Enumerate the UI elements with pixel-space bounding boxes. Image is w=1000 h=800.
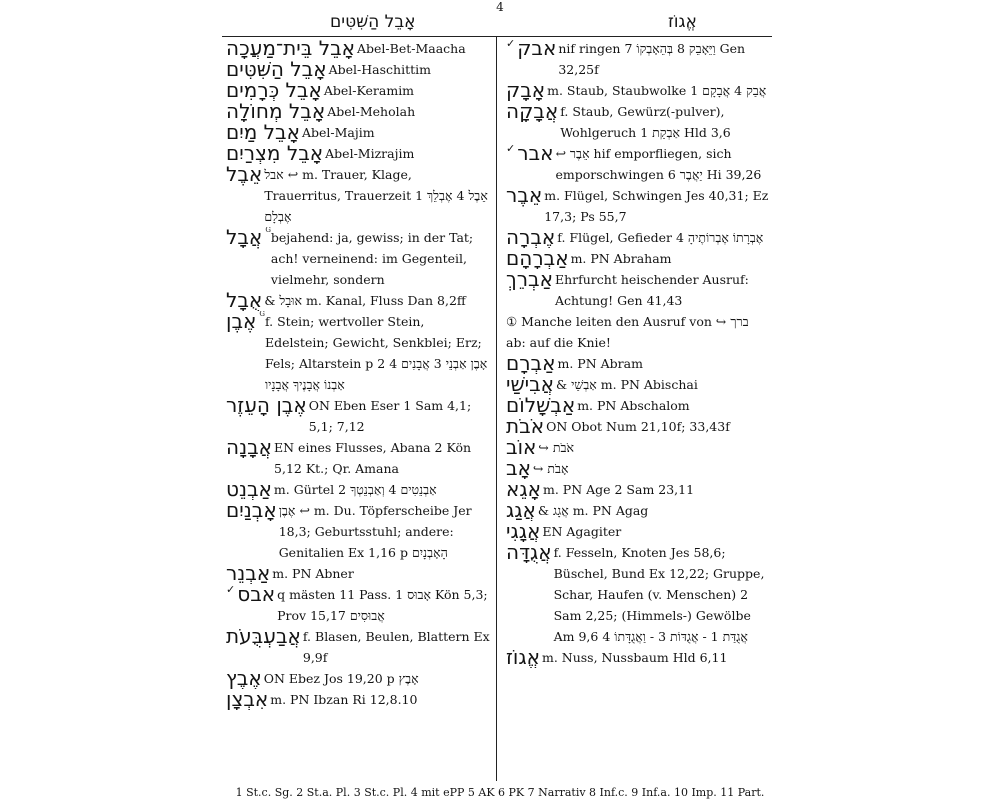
header-rule bbox=[222, 36, 772, 37]
entry-definition: m. Gürtel 2 אַבְנֵטִים 4 וְאַבְנֵטְךָ bbox=[273, 482, 437, 497]
headword-superscript: G bbox=[265, 227, 271, 234]
headword-group bbox=[226, 143, 325, 163]
headword: אֻבָל bbox=[226, 290, 263, 311]
entry-definition: Abel-Majim bbox=[301, 125, 375, 140]
dictionary-entry bbox=[506, 500, 772, 521]
dictionary-entry bbox=[226, 80, 490, 101]
headword-group bbox=[226, 437, 274, 457]
headword-group bbox=[226, 626, 303, 646]
entry-definition: f. Blasen, Beulen, Blattern Ex 9,9f bbox=[302, 629, 490, 665]
dictionary-entry bbox=[506, 437, 772, 458]
entry-definition: Abel-Bet-Maacha bbox=[357, 41, 466, 56]
dictionary-entry bbox=[506, 269, 772, 311]
dictionary-entry bbox=[226, 500, 490, 563]
headword-group bbox=[506, 143, 555, 163]
entry-definition: m. PN Abraham bbox=[570, 251, 672, 266]
dictionary-entry bbox=[506, 416, 772, 437]
dictionary-entry bbox=[226, 311, 490, 395]
headword-group bbox=[226, 500, 279, 520]
headword-group bbox=[506, 521, 542, 541]
dictionary-entry bbox=[226, 164, 490, 227]
entry-definition: m. PN Abschalom bbox=[577, 398, 690, 413]
dictionary-entry bbox=[506, 38, 772, 80]
entry-definition: EN eines Flusses, Abana 2 Kön 5,12 Kt.; Qr. Amana bbox=[274, 440, 472, 476]
headword-group bbox=[506, 458, 533, 478]
dictionary-entry bbox=[506, 80, 772, 101]
headword-superscript: G bbox=[259, 311, 265, 318]
dictionary-entry bbox=[506, 248, 772, 269]
headword-group bbox=[226, 584, 277, 604]
headword-group bbox=[506, 269, 555, 289]
headword: אָבֵל מַיִם bbox=[226, 122, 300, 143]
headword: אֶבֶץ bbox=[226, 668, 262, 689]
left-column bbox=[226, 38, 490, 710]
headword: אֶבֶן הָעֵזֶר bbox=[226, 395, 307, 417]
headword-group bbox=[506, 500, 538, 520]
headword: אֲבָקָה bbox=[506, 101, 559, 123]
entry-definition: m. PN Age 2 Sam 23,11 bbox=[542, 482, 695, 497]
entry-definition: ① Manche leiten den Ausruf von ↪ ברך ab: auf die Knie! bbox=[506, 314, 749, 350]
headword: אָבֵל בֵּית־מַעֲכָה bbox=[226, 38, 355, 59]
headword-group bbox=[506, 542, 554, 562]
headword-group bbox=[506, 479, 543, 499]
headword: אַבְנֵר bbox=[226, 563, 271, 584]
headword-group bbox=[226, 563, 272, 583]
entry-definition: ↪ אָבֹת bbox=[532, 461, 569, 476]
headword: אַבְשָׁלוֹם bbox=[506, 395, 576, 416]
entry-definition: Abel-Mizrajim bbox=[325, 146, 415, 161]
headword: אַבְנֵט bbox=[226, 479, 272, 500]
dictionary-entry bbox=[506, 227, 772, 248]
dictionary-entry bbox=[506, 521, 772, 542]
headword-group bbox=[226, 80, 324, 100]
headword: אַבְרָם bbox=[506, 353, 556, 374]
entry-definition: m. PN Abram bbox=[557, 356, 643, 371]
headword-group bbox=[506, 227, 557, 247]
headword-group bbox=[226, 59, 329, 79]
dictionary-entry bbox=[226, 143, 490, 164]
headword-group bbox=[506, 38, 558, 58]
dictionary-entry bbox=[226, 668, 490, 689]
entry-definition: אֶבֶן ↩ m. Du. Töpferscheibe Jer 18,3; Geburtsstuhl; andere: Genitalien Ex 1,16 p הָאָבְנָיִם bbox=[278, 503, 472, 560]
entry-definition: m. PN Abner bbox=[272, 566, 354, 581]
root-check-mark: ✓ bbox=[506, 38, 516, 50]
headword-group bbox=[226, 227, 271, 247]
headword-group bbox=[226, 479, 274, 499]
entry-definition: & אוּבָל m. Kanal, Fluss Dan 8,2ff bbox=[264, 293, 466, 308]
headword: אוֹב bbox=[506, 437, 537, 458]
entry-definition: ON Ebez Jos 19,20 p אָבֶץ bbox=[263, 671, 419, 686]
dictionary-entry bbox=[226, 227, 490, 290]
root-check-mark: ✓ bbox=[506, 143, 516, 155]
headword: אֲגָגִי bbox=[506, 521, 541, 542]
headword-group bbox=[226, 38, 357, 58]
abbreviation-legend: 1 St.c. Sg. 2 St.a. Pl. 3 St.c. Pl. 4 mit ePP 5 AK 6 PK 7 Narrativ 8 Inf.c. 9 Inf.a. 10 Imp. 11 Part. bbox=[235, 786, 765, 799]
dictionary-entry bbox=[226, 563, 490, 584]
entry-definition: אבל ↩ m. Trauer, Klage, Trauerritus, Trauerzeit 1 אֵבֶל 4 אֶבְלֵךְ אֶבְלָם bbox=[264, 167, 488, 224]
entry-definition: Abel-Haschittim bbox=[328, 62, 431, 77]
entry-definition: Abel-Meholah bbox=[327, 104, 416, 119]
page-number: 4 bbox=[496, 0, 504, 14]
headword: אָבֵל כְּרָמִים bbox=[226, 80, 322, 101]
entry-definition: m. Nuss, Nussbaum Hld 6,11 bbox=[541, 650, 728, 665]
headword: אֲבַעְבֻּעֹת bbox=[226, 626, 301, 648]
right-column-header: אֱגוֹז bbox=[668, 12, 697, 32]
dictionary-entry bbox=[226, 395, 490, 437]
headword: אבר bbox=[517, 143, 554, 165]
headword: אִבְצָן bbox=[226, 689, 269, 710]
entry-definition: & אֲגָג m. PN Agag bbox=[537, 503, 649, 518]
dictionary-entry bbox=[226, 101, 490, 122]
headword: אֲבָל bbox=[226, 227, 263, 249]
headword: אַבְרָהָם bbox=[506, 248, 569, 269]
entry-definition: q mästen 11 Pass. אָבוּס 1 Kön 5,3; Prov 15,17 אֲבוּסִים bbox=[277, 587, 488, 623]
dictionary-entry bbox=[226, 626, 490, 668]
headword-group bbox=[226, 164, 264, 184]
entry-definition: Abel-Keramim bbox=[323, 83, 415, 98]
dictionary-entry bbox=[506, 353, 772, 374]
headword-group bbox=[506, 101, 560, 121]
dictionary-entry bbox=[226, 437, 490, 479]
headword-group bbox=[506, 416, 546, 436]
column-divider bbox=[496, 36, 497, 781]
dictionary-entry bbox=[506, 542, 772, 647]
entry-definition: m. PN Ibzan Ri 12,8.10 bbox=[270, 692, 418, 707]
headword: אָבֵל הַשִּׁטִּים bbox=[226, 59, 327, 80]
headword: אבק bbox=[517, 38, 557, 60]
headword: אָבֵל מְחוֹלָה bbox=[226, 101, 326, 122]
headword: אָגֵא bbox=[506, 479, 541, 500]
entry-definition: ↩ אֵבֶר hif emporfliegen, sich emporschwingen 6 יַאֲבֶר Hi 39,26 bbox=[555, 146, 762, 182]
entry-definition: ON Obot Num 21,10f; 33,43f bbox=[546, 419, 730, 434]
entry-definition: ON Eben Eser 1 Sam 4,1; 5,1; 7,12 bbox=[308, 398, 472, 434]
dictionary-entry bbox=[226, 689, 490, 710]
headword: אֲגֻדָּה bbox=[506, 542, 552, 564]
entry-definition: f. Stein; wertvoller Stein, Edelstein; Gewicht, Senkblei; Erz; Fels; Altarstein p 2 אָבֶן אַבְנֵי 3 אֲבָנִים 4 אַבְנוֹ אֲבָנֶיךָ אֲבָנָיו bbox=[264, 314, 488, 392]
entry-definition: nif ringen 7 וַיֵּאָבֵק 8 בְּהֵאָבְקוֹ Gen 32,25f bbox=[558, 41, 746, 77]
headword: אָבְנַיִם bbox=[226, 500, 277, 522]
entry-definition: EN Agagiter bbox=[542, 524, 622, 539]
dictionary-entry bbox=[226, 122, 490, 143]
headword-group bbox=[506, 374, 556, 394]
headword-group bbox=[506, 248, 571, 268]
headword: אֵבֶר bbox=[506, 185, 543, 207]
headword-group bbox=[226, 101, 327, 121]
entry-definition: f. Staub, Gewürz(-pulver), Wohlgeruch 1 אַבְקַת Hld 3,6 bbox=[560, 104, 731, 140]
headword: אָבָק bbox=[506, 80, 546, 101]
headword: אֶבֶן bbox=[226, 311, 257, 333]
entry-definition: f. Flügel, Gefieder 4 אֶבְרָתוֹ אֶבְרוֹתֶיהָ bbox=[557, 230, 764, 245]
dictionary-entry bbox=[226, 59, 490, 80]
headword-group bbox=[226, 689, 270, 709]
headword-group bbox=[226, 311, 265, 331]
headword-group bbox=[506, 437, 538, 457]
dictionary-entry bbox=[226, 290, 490, 311]
headword-group bbox=[226, 290, 264, 310]
entry-definition: f. Fesseln, Knoten Jes 58,6; Büschel, Bund Ex 12,22; Gruppe, Schar, Haufen (v. Menschen) 2 Sam 2,25; (Himmels-) Gewölbe Am 9,6 אֲגֻדַּת 1 - אֲגֻדּוֹת 3 - וַאֲגֻדָּתוֹ 4 bbox=[553, 545, 765, 644]
right-column bbox=[506, 38, 772, 668]
dictionary-entry bbox=[506, 458, 772, 479]
headword-group bbox=[506, 353, 558, 373]
headword: אָבֵל מִצְרַיִם bbox=[226, 143, 324, 164]
dictionary-entry bbox=[506, 185, 772, 227]
headword-group bbox=[226, 122, 302, 142]
headword: אבס bbox=[237, 584, 276, 606]
headword-group bbox=[506, 80, 547, 100]
headword-group bbox=[506, 185, 544, 205]
left-column-header: אָבֵל הַשִּׁטִּים bbox=[330, 12, 416, 32]
headword: אֱגוֹז bbox=[506, 647, 540, 668]
headword: אֶבְרָה bbox=[506, 227, 556, 248]
dictionary-entry bbox=[506, 143, 772, 185]
headword-group bbox=[226, 395, 309, 415]
dictionary-entry bbox=[226, 584, 490, 626]
entry-definition: Ehrfurcht heischender Ausruf: Achtung! Gen 41,43 bbox=[554, 272, 749, 308]
dictionary-entry bbox=[506, 479, 772, 500]
headword: אָב bbox=[506, 458, 531, 479]
headword: אֹבֹת bbox=[506, 416, 545, 437]
root-check-mark: ✓ bbox=[226, 584, 236, 596]
headword-group bbox=[226, 668, 264, 688]
headword: אַבְרֵךְ bbox=[506, 269, 553, 291]
headword: אֲבָנָה bbox=[226, 437, 273, 459]
dictionary-entry bbox=[506, 647, 772, 668]
entry-definition: ↪ אֹבֹת bbox=[538, 440, 574, 455]
entry-definition: m. Staub, Staubwolke 1 אֲבַק 4 אֲבָקָם bbox=[547, 83, 767, 98]
dictionary-entry bbox=[506, 311, 772, 353]
dictionary-entry bbox=[506, 374, 772, 395]
headword-group bbox=[506, 647, 542, 667]
entry-definition: bejahend: ja, gewiss; in der Tat; ach! verneinend: im Gegenteil, vielmehr, sondern bbox=[270, 230, 474, 287]
headword: אֲגַג bbox=[506, 500, 536, 521]
headword: אֲבִישַׁי bbox=[506, 374, 555, 395]
dictionary-entry bbox=[506, 101, 772, 143]
headword: אֵבֶל bbox=[226, 164, 263, 186]
entry-definition: m. Flügel, Schwingen Jes 40,31; Ez 17,3; Ps 55,7 bbox=[544, 188, 769, 224]
entry-definition: & אַבְשַׁי m. PN Abischai bbox=[556, 377, 698, 392]
dictionary-entry bbox=[506, 395, 772, 416]
dictionary-entry bbox=[226, 479, 490, 500]
headword-group bbox=[506, 395, 577, 415]
dictionary-entry bbox=[226, 38, 490, 59]
